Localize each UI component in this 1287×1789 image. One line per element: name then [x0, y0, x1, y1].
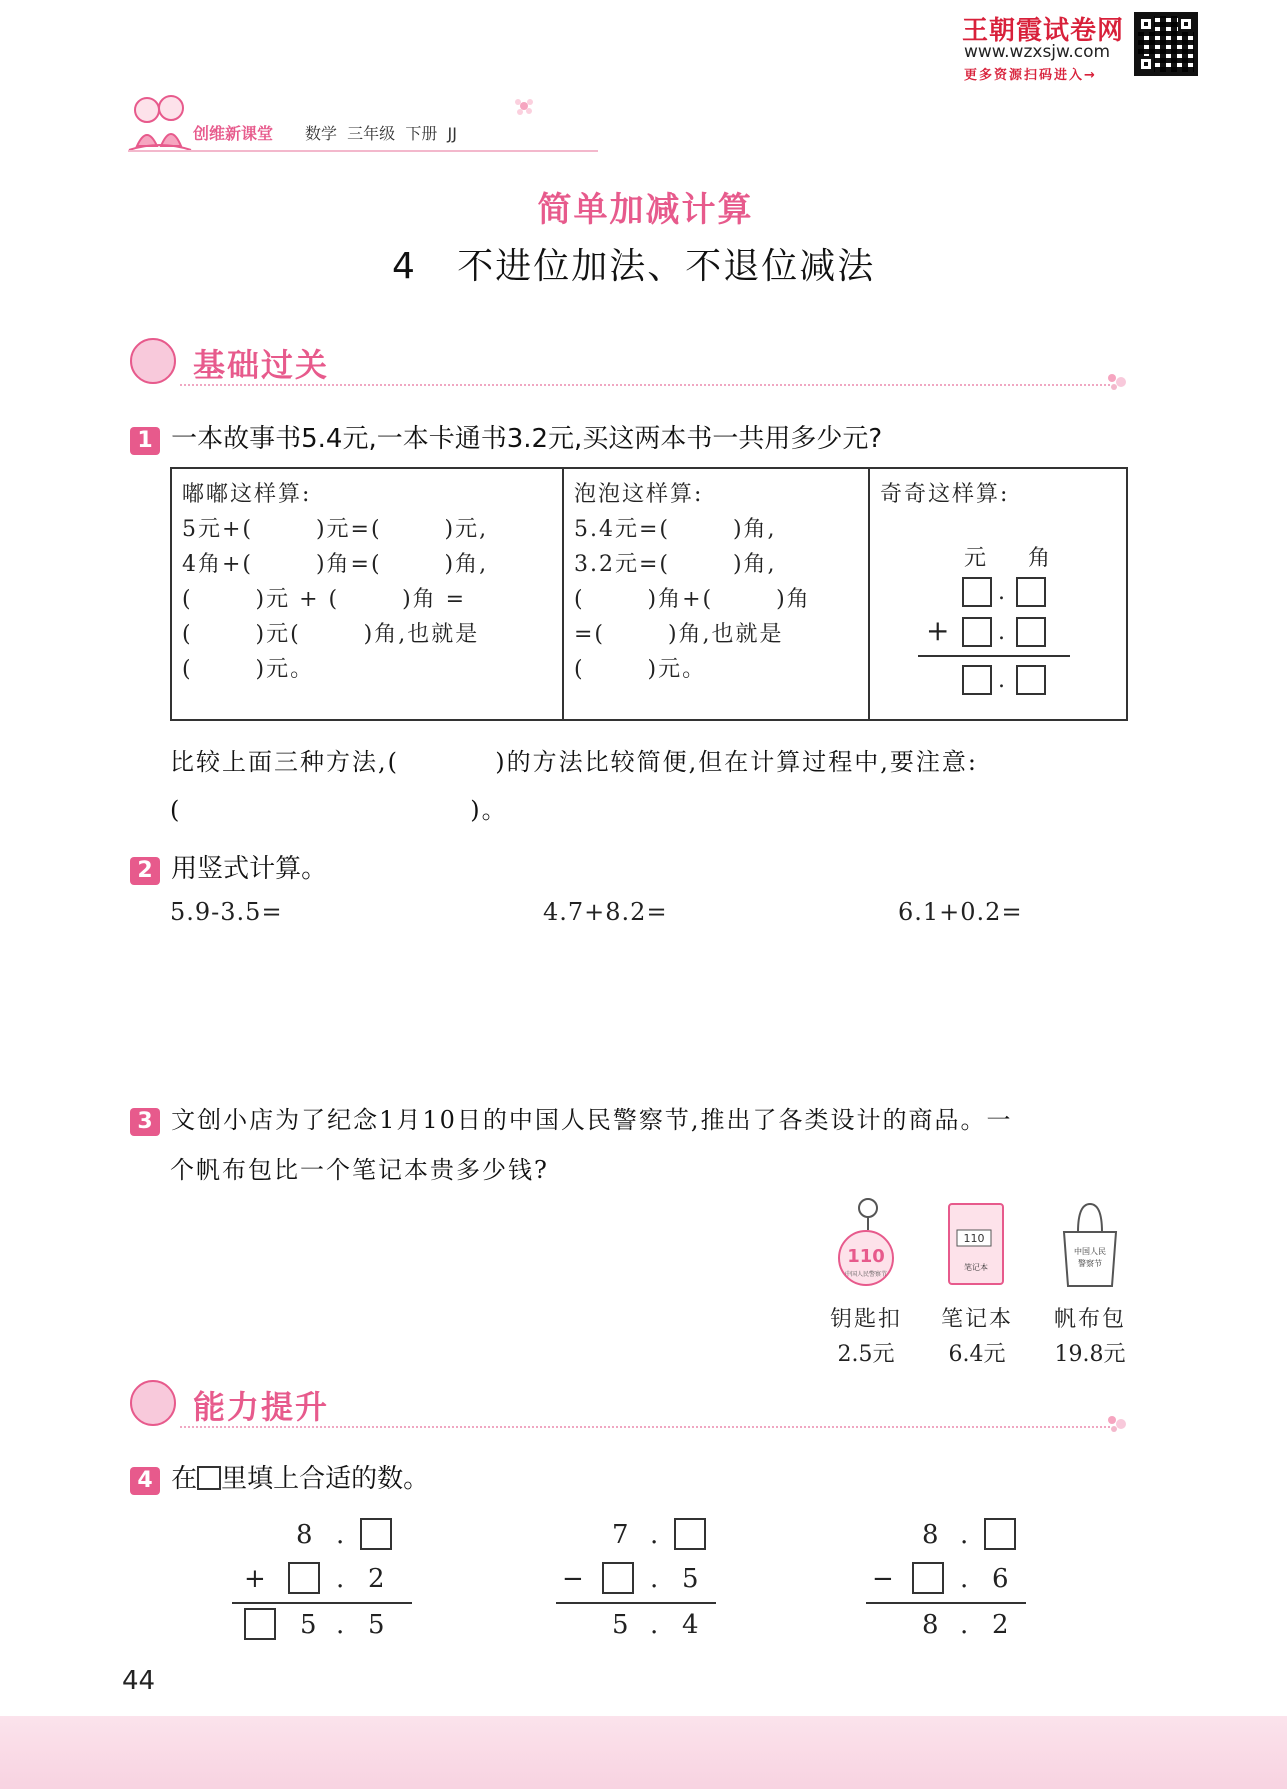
question-number: 3: [130, 1108, 160, 1136]
svg-text:笔记本: 笔记本: [964, 1263, 988, 1272]
question-number: 1: [130, 427, 160, 455]
question-1: [130, 418, 882, 455]
answer-box[interactable]: [962, 577, 992, 607]
section-divider: [180, 384, 1110, 386]
compare-line-1[interactable]: 比较上面三种方法,( )的方法比较简便,但在计算过程中,要注意:: [170, 748, 978, 776]
book-name: 创维新课堂: [193, 124, 274, 143]
answer-box[interactable]: [984, 1518, 1016, 1550]
vertical-problem-2: [556, 1516, 746, 1646]
unit-yuan: 元: [964, 546, 989, 571]
question-2: [130, 848, 327, 885]
question-text: 在: [171, 1464, 198, 1494]
dots-icon: [1106, 370, 1128, 392]
method-line[interactable]: 4角+( )角=( )角,: [182, 552, 489, 577]
question-text: 里填上合适的数。: [221, 1464, 430, 1494]
sum-line: [232, 1602, 412, 1604]
plus-sign: +: [926, 614, 952, 647]
notebook-icon: [937, 1196, 1017, 1296]
decimal-point: .: [960, 1564, 969, 1594]
digit: 6: [992, 1564, 1009, 1594]
answer-box[interactable]: [244, 1608, 276, 1640]
book-info: 数学 三年级 下册 JJ: [305, 124, 457, 143]
watermark-more: 更多资源扫码进入→: [964, 68, 1097, 83]
decimal-point: .: [998, 668, 1007, 693]
digit: 8: [922, 1610, 939, 1640]
decimal-point: .: [650, 1610, 659, 1640]
item-name: 笔记本: [940, 1307, 1013, 1332]
compare-line-2[interactable]: ( )。: [170, 796, 508, 824]
answer-box[interactable]: [1016, 577, 1046, 607]
header-rule: [128, 150, 598, 152]
question-text: 文创小店为了纪念1月10日的中国人民警察节,推出了各类设计的商品。一: [171, 1106, 1013, 1134]
sum-line: [918, 655, 1070, 657]
decimal-point: .: [998, 620, 1007, 645]
operator: +: [244, 1564, 266, 1594]
question-number: 2: [130, 857, 160, 885]
decimal-point: .: [336, 1564, 345, 1594]
question-text: 用竖式计算。: [171, 854, 328, 884]
expression-1: 5.9-3.5=: [170, 898, 283, 926]
section-title-basic: 基础过关: [193, 346, 330, 384]
svg-text:中国人民: 中国人民: [1074, 1247, 1106, 1256]
item-name: 钥匙扣: [829, 1307, 902, 1332]
item-tote-bag: [1050, 1196, 1130, 1366]
answer-box[interactable]: [674, 1518, 706, 1550]
answer-box[interactable]: [912, 1562, 944, 1594]
method-dudu: [171, 468, 563, 720]
method-line[interactable]: =( )角,也就是: [574, 622, 784, 647]
lesson-title: 4 不进位加法、不退位减法: [392, 246, 876, 287]
section-title-advanced: 能力提升: [193, 1388, 330, 1426]
expression-3: 6.1+0.2=: [898, 898, 1023, 926]
watermark: [962, 10, 1262, 82]
unit-jiao: 角: [1028, 546, 1053, 571]
answer-box[interactable]: [1016, 617, 1046, 647]
item-price: 6.4元: [948, 1342, 1006, 1367]
digit: 7: [612, 1520, 629, 1550]
digit: 2: [368, 1564, 385, 1594]
decimal-point: .: [650, 1564, 659, 1594]
watermark-url[interactable]: www.wzxsjw.com: [964, 42, 1111, 62]
difference-line: [556, 1602, 716, 1604]
decimal-point: .: [336, 1610, 345, 1640]
keychain-icon: [826, 1196, 906, 1296]
method-line[interactable]: ( )元。: [182, 657, 315, 682]
decimal-point: .: [960, 1520, 969, 1550]
method-line[interactable]: ( )角+( )角: [574, 587, 811, 612]
answer-box[interactable]: [288, 1562, 320, 1594]
method-head: 泡泡这样算:: [574, 482, 704, 507]
digit: 5: [368, 1610, 385, 1640]
expression-2: 4.7+8.2=: [543, 898, 668, 926]
bottom-band: [0, 1716, 1287, 1789]
item-notebook: [937, 1196, 1017, 1366]
method-line[interactable]: ( )元( )角,也就是: [182, 622, 480, 647]
decimal-point: .: [960, 1610, 969, 1640]
digit: 2: [992, 1610, 1009, 1640]
question-3: [130, 1100, 1013, 1136]
method-paopao: [563, 468, 869, 720]
section-badge-icon: [130, 338, 176, 384]
answer-box[interactable]: [1016, 665, 1046, 695]
question-text-cont: 个帆布包比一个笔记本贵多少钱?: [170, 1156, 549, 1184]
item-price: 19.8元: [1054, 1342, 1126, 1367]
question-text: 一本故事书5.4元,一本卡通书3.2元,买这两本书一共用多少元?: [171, 424, 883, 454]
digit: 5: [300, 1610, 317, 1640]
blank-box-icon: [197, 1466, 221, 1490]
dots-icon: [1106, 1412, 1128, 1434]
method-line[interactable]: ( )元 + ( )角 =: [182, 587, 467, 612]
vertical-problem-3: [866, 1516, 1056, 1646]
method-head: 嘟嘟这样算:: [182, 482, 312, 507]
flower-icon: [512, 94, 536, 118]
decimal-point: .: [336, 1520, 345, 1550]
digit: 5: [612, 1610, 629, 1640]
tote-bag-icon: [1050, 1196, 1130, 1296]
method-line[interactable]: 5.4元=( )角,: [574, 517, 777, 542]
operator: −: [872, 1564, 894, 1594]
method-line[interactable]: ( )元。: [574, 657, 707, 682]
vertical-problem-1: [226, 1516, 416, 1646]
decimal-point: .: [998, 580, 1007, 605]
section-divider: [180, 1426, 1110, 1428]
answer-box[interactable]: [962, 665, 992, 695]
method-line[interactable]: 3.2元=( )角,: [574, 552, 777, 577]
calc-methods-table: [170, 467, 1128, 721]
watermark-brand: 王朝霞试卷网: [962, 16, 1125, 46]
digit: 4: [682, 1610, 699, 1640]
question-number: 4: [130, 1467, 160, 1495]
section-badge-icon: [130, 1380, 176, 1426]
unit-title: 简单加减计算: [537, 190, 754, 230]
svg-text:中国人民警察节: 中国人民警察节: [844, 1271, 888, 1278]
item-keychain: [826, 1196, 906, 1366]
digit: 8: [922, 1520, 939, 1550]
kids-mascot-icon: [125, 88, 195, 154]
svg-text:警察节: 警察节: [1078, 1259, 1102, 1268]
digit: 8: [296, 1520, 313, 1550]
svg-text:110: 110: [847, 1246, 885, 1267]
digit: 5: [682, 1564, 699, 1594]
difference-line: [866, 1602, 1026, 1604]
qr-code-icon[interactable]: [1134, 12, 1198, 76]
method-line[interactable]: 5元+( )元=( )元,: [182, 517, 489, 542]
method-head: 奇奇这样算:: [880, 482, 1010, 507]
page-number: 44: [122, 1666, 156, 1696]
question-4: [130, 1458, 429, 1495]
operator: −: [562, 1564, 584, 1594]
item-price: 2.5元: [837, 1342, 895, 1367]
item-name: 帆布包: [1053, 1307, 1126, 1332]
answer-box[interactable]: [962, 617, 992, 647]
method-qiqi: [869, 468, 1127, 720]
answer-box[interactable]: [602, 1562, 634, 1594]
decimal-point: .: [650, 1520, 659, 1550]
answer-box[interactable]: [360, 1518, 392, 1550]
svg-text:110: 110: [963, 1232, 985, 1245]
